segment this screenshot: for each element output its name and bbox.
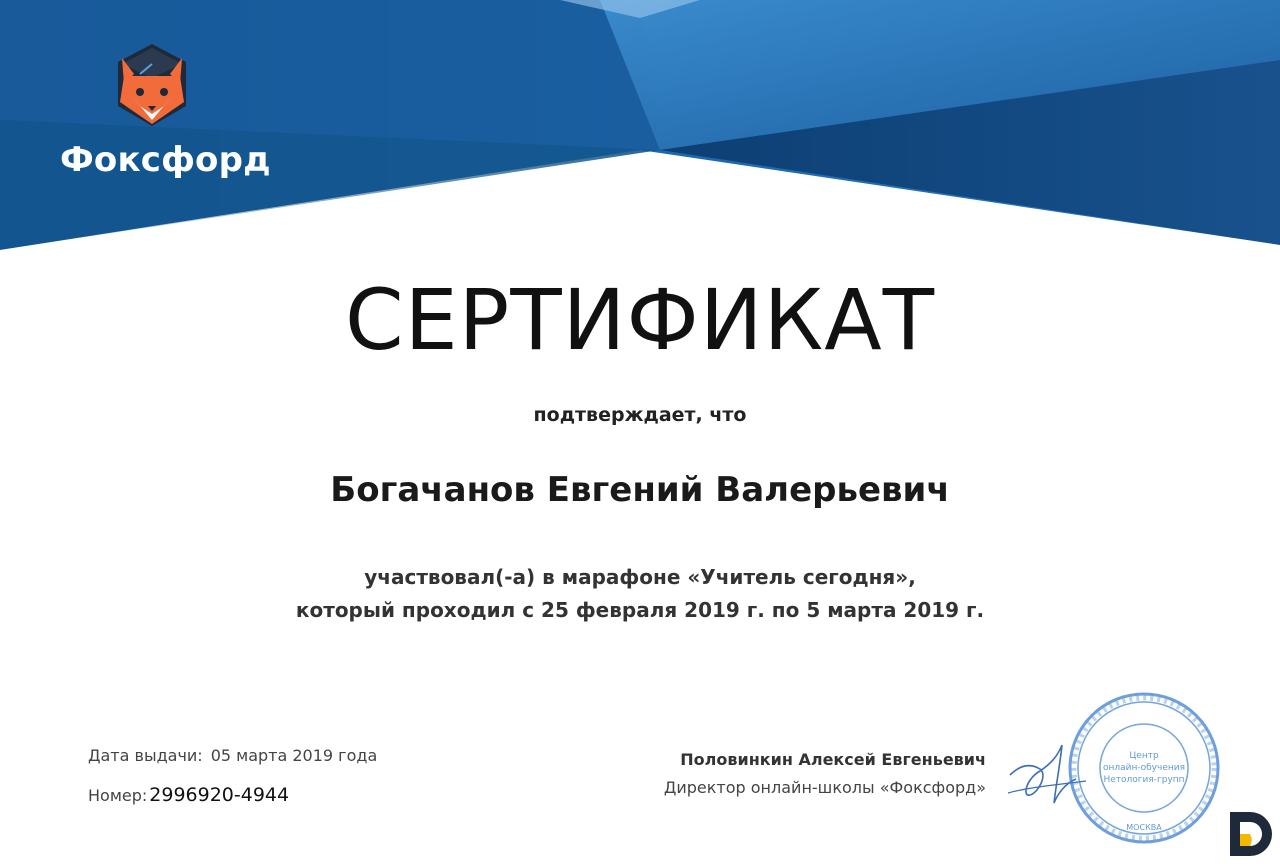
issue-date-label: Дата выдачи: <box>88 746 203 765</box>
stamp-center-line-2: онлайн-обучения <box>1102 763 1186 773</box>
recipient-name: Богачанов Евгений Валерьевич <box>330 470 950 510</box>
signer-name: Половинкин Алексей Евгеньевич <box>680 750 986 769</box>
certificate-number-row <box>88 784 289 806</box>
confirms-text: подтверждает, что <box>533 404 747 426</box>
round-official-stamp <box>1066 690 1222 846</box>
brand-name: Фоксфорд <box>60 140 271 180</box>
number-value: 2996920-4944 <box>149 784 290 806</box>
description-line-1: участвовал(-а) в марафоне «Учитель сегодня», <box>364 565 916 589</box>
stamp-center-line-1: Центр <box>1129 751 1159 761</box>
issue-date-value: 05 марта 2019 года <box>210 746 378 765</box>
stamp-center-line-3: Нетология-групп <box>1103 775 1185 785</box>
stamp-bottom-text: МОСКВА <box>1126 823 1162 832</box>
signer-role: Директор онлайн-школы «Фоксфорд» <box>663 778 986 797</box>
corner-brand-icon <box>1226 808 1274 860</box>
issue-date-row <box>88 746 377 765</box>
number-label: Номер: <box>88 786 148 805</box>
description-line-2: который проходил с 25 февраля 2019 г. по 5 марта 2019 г. <box>295 598 985 622</box>
certificate-title: СЕРТИФИКАТ <box>344 271 936 369</box>
